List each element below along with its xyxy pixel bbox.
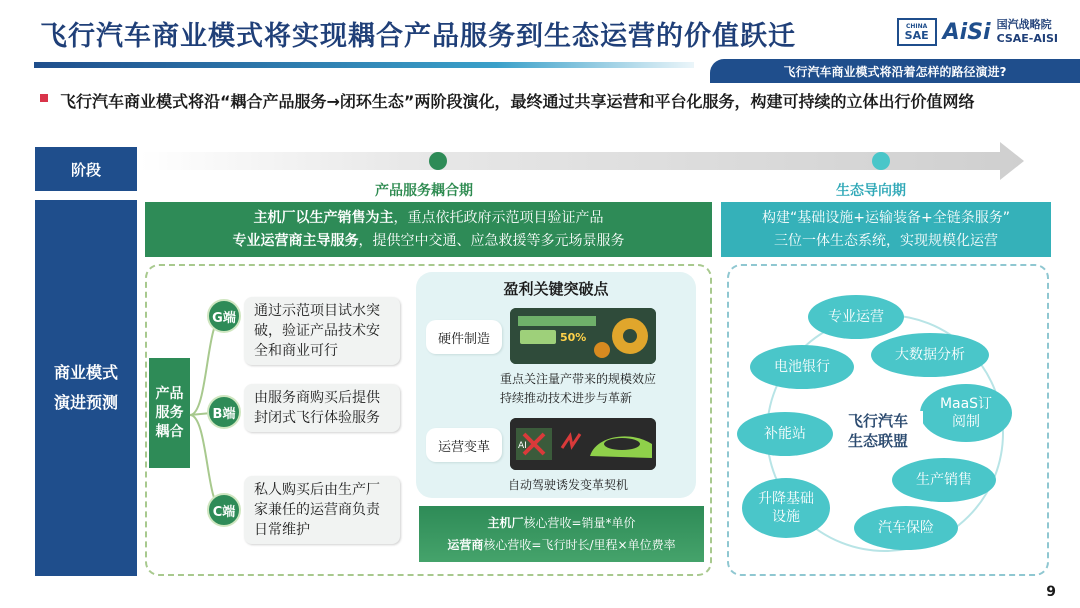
profit-title: 盈利关键突破点 [503, 280, 609, 298]
eco-node-takeoff-infra: 升降基础设施 [742, 478, 830, 538]
eco-node-battery-bank: 电池银行 [750, 345, 854, 389]
operation-note: 自动驾驶诱发变革契机 [508, 478, 629, 492]
eco-node-bigdata: 大数据分析 [871, 333, 989, 377]
timeline-arrow [140, 138, 1030, 184]
eco-node-insurance: 汽车保险 [854, 506, 958, 550]
svg-text:AI: AI [518, 441, 527, 451]
org-logo [897, 18, 1058, 46]
operation-pill: 运营变革 [426, 428, 502, 462]
phase2-dot [872, 152, 890, 170]
g-end-description: 通过示范项目试水突破，验证产品技术安全和商业可行 [244, 297, 400, 365]
eco-node-operation: 专业运营 [808, 295, 904, 339]
phase1-header: 主机厂以生产销售为主，重点依托政府示范项目验证产品 专业运营商主导服务，提供空中交通、应急救援等多元场景服务 [145, 202, 712, 257]
phase2-header: 构建“基础设施+运输装备+全链条服务” 三位一体生态系统，实现规模化运营 [721, 202, 1051, 257]
page-number: 9 [1046, 584, 1056, 600]
phase2-title: 生态导向期 [836, 183, 906, 199]
gear-factory-icon [510, 308, 656, 364]
aisi-logo: AiSi [942, 19, 991, 45]
lead-statement: 飞行汽车商业模式将沿“耦合产品服务→闭环生态”两阶段演化，最终通过共享运营和平台化服务，构建可持续的立体出行价值网络 [60, 92, 975, 111]
page-title: 飞行汽车商业模式将实现耦合产品服务到生态运营的价值跃迁 [40, 21, 796, 52]
eco-node-charging: 补能站 [737, 412, 833, 456]
hardware-pill: 硬件制造 [426, 320, 502, 354]
revenue-formulas: 主机厂核心营收=销量*单价 运营商核心营收=飞行时长/里程×单位费率 [419, 506, 704, 562]
operation-image [510, 418, 656, 470]
hardware-image [510, 308, 656, 364]
model-row-label: 商业模式 演进预测 [35, 200, 137, 576]
stage-row-label: 阶段 [35, 147, 137, 191]
phase1-title: 产品服务耦合期 [375, 183, 473, 199]
question-tab: 飞行汽车商业模式将沿着怎样的路径演进? [710, 59, 1080, 83]
b-end-description: 由服务商购买后提供封闭式飞行体验服务 [244, 384, 400, 432]
org-name: 国汽战略院 CSAE-AISI [996, 18, 1058, 45]
china-sae-logo: CHINA SAE [897, 18, 937, 46]
eco-node-sales: 生产销售 [892, 458, 996, 502]
svg-text:50%: 50% [560, 331, 587, 344]
autonomous-car-icon [510, 418, 656, 470]
product-service-box: 产品服务耦合 [149, 358, 190, 468]
hardware-note: 重点关注量产带来的规模效应 持续推动技术进步与革新 [500, 372, 657, 405]
eco-node-maas: MaaS订阅制 [920, 384, 1012, 442]
bullet-marker [40, 94, 48, 102]
b-end-tag: B端 [207, 395, 241, 429]
eco-center-alliance: 飞行汽车 生态联盟 [833, 411, 923, 459]
c-end-description: 私人购买后由生产厂家兼任的运营商负责日常维护 [244, 476, 400, 544]
g-end-tag: G端 [207, 299, 241, 333]
title-underline [34, 62, 694, 68]
c-end-tag: C端 [207, 493, 241, 527]
phase1-dot [429, 152, 447, 170]
